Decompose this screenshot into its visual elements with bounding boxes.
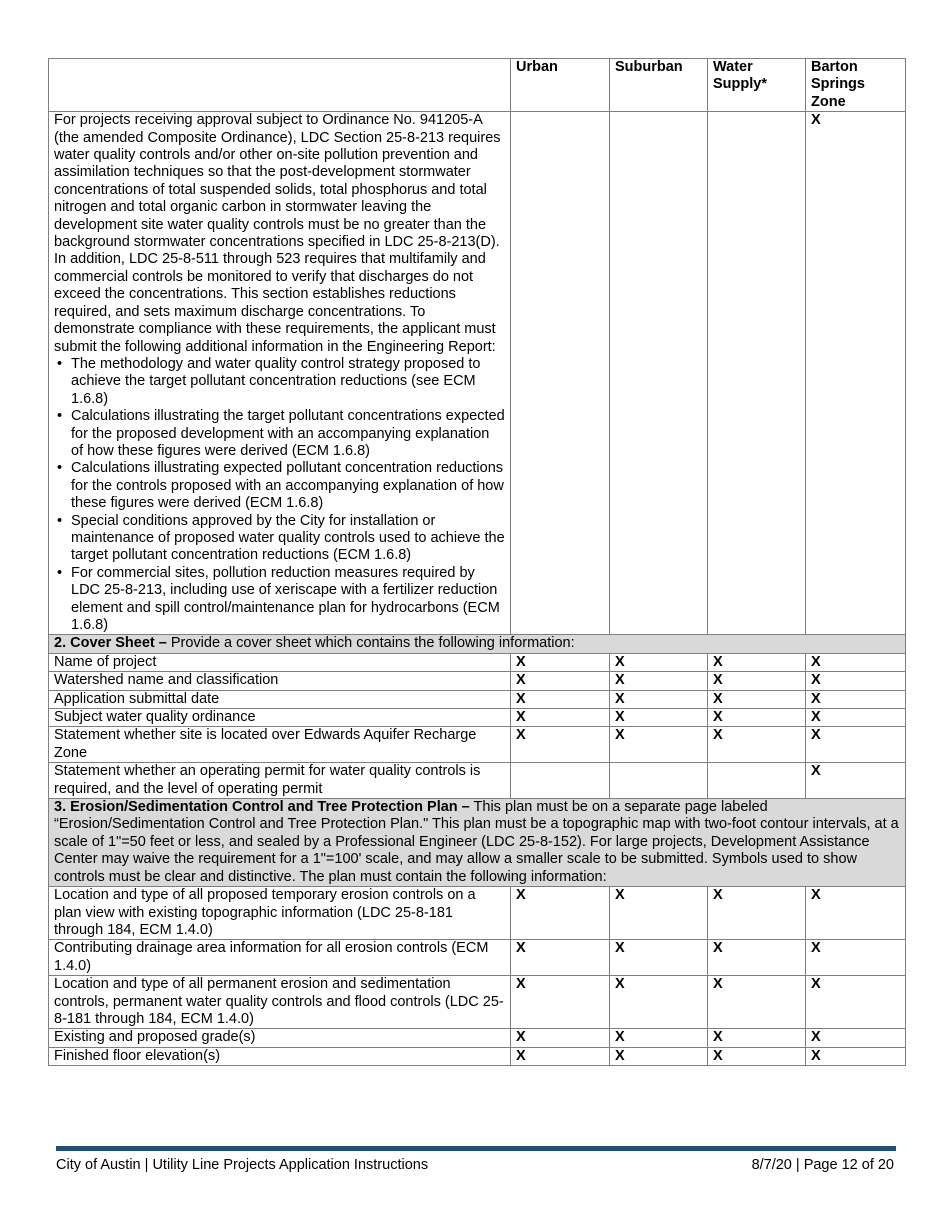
table-row: [49, 887, 906, 940]
requirements-table: [48, 58, 906, 1066]
requirement-text: Existing and proposed grade(s): [49, 1029, 511, 1047]
section-description: Provide a cover sheet which contains the following information:: [166, 635, 575, 652]
section-header: [49, 635, 906, 653]
table-row: [49, 709, 906, 727]
requirement-text: Statement whether site is located over Edwards Aquifer Recharge Zone: [49, 727, 511, 763]
mark-suburban: X: [610, 940, 708, 976]
table-row: [49, 1029, 906, 1047]
requirement-text: Subject water quality ordinance: [49, 709, 511, 727]
mark-urban: X: [511, 940, 610, 976]
header-barton-springs: Barton Springs Zone: [806, 59, 906, 112]
footer-title: City of Austin | Utility Line Projects Application Instructions: [56, 1157, 429, 1173]
section-description: This plan must be on a separate page labeled “Erosion/Sedimentation Control and Tree Protection Plan." This plan must be a topographic map with two-foot contour intervals, at a scale of 1"=50 feet or less, and sealed by a Professional Engineer (LDC 25-8-152). For large projects, Development Assistance Center may waive the requirement for a 1"=100' scale, and may allow a smaller scale to be submitted. Symbols used to show controls must be clear and distinctive. The plan must contain the following information:: [54, 799, 899, 885]
bullet-item: • For commercial sites, pollution reduction measures required by LDC 25-8-213, including use of xeriscape with a fertilizer reduction element and spill control/maintenance plan for hydrocarbons (ECM 1.6.8): [71, 565, 505, 635]
mark-suburban: X: [610, 709, 708, 727]
mark-water-supply: X: [708, 709, 806, 727]
bullet-item: • Calculations illustrating expected pollutant concentration reductions for the controls proposed with an accompanying explanation of how these figures were derived (ECM 1.6.8): [71, 460, 505, 512]
mark-suburban: X: [610, 690, 708, 708]
mark-urban: X: [511, 1029, 610, 1047]
mark-water-supply: X: [708, 690, 806, 708]
mark-barton-springs: X: [806, 653, 906, 671]
requirement-text: Location and type of all permanent erosion and sedimentation controls, permanent water quality controls and flood controls (LDC 25-8-181 through 184, ECM 1.4.0): [49, 976, 511, 1029]
mark-water-supply: X: [708, 672, 806, 690]
bullet-item: • Calculations illustrating the target pollutant concentrations expected for the proposed development with an accompanying explanation of how these figures were derived (ECM 1.6.8): [71, 408, 505, 460]
bullet-item: • Special conditions approved by the City for installation or maintenance of proposed water quality controls used to achieve the target pollutant concentration reductions (ECM 1.6.8): [71, 513, 505, 565]
mark-water-supply: X: [708, 887, 806, 940]
mark-suburban: X: [610, 1029, 708, 1047]
section-header-row: [49, 635, 906, 653]
requirement-text: Finished floor elevation(s): [49, 1047, 511, 1065]
mark-urban: X: [511, 727, 610, 763]
mark-water-supply: X: [708, 1029, 806, 1047]
mark-urban: X: [511, 709, 610, 727]
header-row: [49, 59, 906, 112]
requirement-text: Watershed name and classification: [49, 672, 511, 690]
mark-barton-springs: X: [806, 727, 906, 763]
mark-suburban: X: [610, 1047, 708, 1065]
mark-barton-springs: X: [806, 1047, 906, 1065]
mark-barton-springs: X: [806, 887, 906, 940]
table-row: [49, 653, 906, 671]
section-title: 2. Cover Sheet –: [54, 635, 167, 652]
table-row: [49, 940, 906, 976]
table-row-intro: [49, 112, 906, 635]
intro-cell: [49, 112, 511, 635]
table-row: [49, 976, 906, 1029]
mark-water-supply: [708, 763, 806, 799]
footer-rule: [56, 1146, 896, 1151]
requirement-text: Contributing drainage area information for all erosion controls (ECM 1.4.0): [49, 940, 511, 976]
bullet-item: • The methodology and water quality control strategy proposed to achieve the target pollutant concentration reductions (see ECM 1.6.8): [71, 356, 505, 408]
mark-water-supply: [708, 112, 806, 635]
mark-barton-springs: X: [806, 976, 906, 1029]
header-water-supply: Water Supply*: [708, 59, 806, 112]
mark-urban: X: [511, 690, 610, 708]
intro-text: For projects receiving approval subject to Ordinance No. 941205-A (the amended Composite Ordinance), LDC Section 25-8-213 requires water quality controls and/or other on-site pollution prevention and assimilation techniques so that the post-development stormwater concentrations of total suspended solids, total phosphorus and total nitrogen and total organic carbon in stormwater leaving the development site water quality controls must be no greater than the background stormwater concentrations specified in LDC 25-8-213(D). In addition, LDC 25-8-511 through 523 requires that multifamily and commercial controls be monitored to verify that discharges do not exceed the concentrations. This section establishes reductions required, and sets maximum discharge concentrations. To demonstrate compliance with these requirements, the applicant must submit the following additional information in the Engineering Report:: [54, 112, 501, 355]
section-header: [49, 799, 906, 887]
header-blank: [49, 59, 511, 112]
header-suburban: Suburban: [610, 59, 708, 112]
table-row: [49, 1047, 906, 1065]
table-row: [49, 690, 906, 708]
table-row: [49, 763, 906, 799]
mark-urban: X: [511, 887, 610, 940]
mark-urban: X: [511, 976, 610, 1029]
table-row: [49, 727, 906, 763]
mark-urban: X: [511, 672, 610, 690]
mark-suburban: [610, 112, 708, 635]
footer-page-info: 8/7/20 | Page 12 of 20: [751, 1157, 894, 1173]
mark-barton-springs: X: [806, 709, 906, 727]
mark-urban: X: [511, 653, 610, 671]
mark-suburban: X: [610, 976, 708, 1029]
mark-suburban: X: [610, 672, 708, 690]
mark-urban: [511, 112, 610, 635]
mark-barton-springs: X: [806, 1029, 906, 1047]
mark-suburban: X: [610, 727, 708, 763]
mark-barton-springs: X: [806, 690, 906, 708]
mark-urban: [511, 763, 610, 799]
mark-suburban: X: [610, 653, 708, 671]
mark-water-supply: X: [708, 727, 806, 763]
requirement-text: Name of project: [49, 653, 511, 671]
mark-barton-springs: X: [806, 940, 906, 976]
mark-water-supply: X: [708, 976, 806, 1029]
mark-suburban: [610, 763, 708, 799]
mark-barton-springs: X: [806, 112, 906, 635]
table-row: [49, 672, 906, 690]
mark-urban: X: [511, 1047, 610, 1065]
requirement-text: Statement whether an operating permit for water quality controls is required, and the level of operating permit: [49, 763, 511, 799]
mark-barton-springs: X: [806, 763, 906, 799]
section-title: 3. Erosion/Sedimentation Control and Tree Protection Plan –: [54, 799, 470, 816]
intro-bullets: [54, 356, 505, 635]
requirement-text: Location and type of all proposed temporary erosion controls on a plan view with existing topographic information (LDC 25-8-181 through 184, ECM 1.4.0): [49, 887, 511, 940]
header-urban: Urban: [511, 59, 610, 112]
requirement-text: Application submittal date: [49, 690, 511, 708]
section-header-row: [49, 799, 906, 887]
mark-water-supply: X: [708, 1047, 806, 1065]
mark-water-supply: X: [708, 653, 806, 671]
mark-water-supply: X: [708, 940, 806, 976]
mark-suburban: X: [610, 887, 708, 940]
mark-barton-springs: X: [806, 672, 906, 690]
